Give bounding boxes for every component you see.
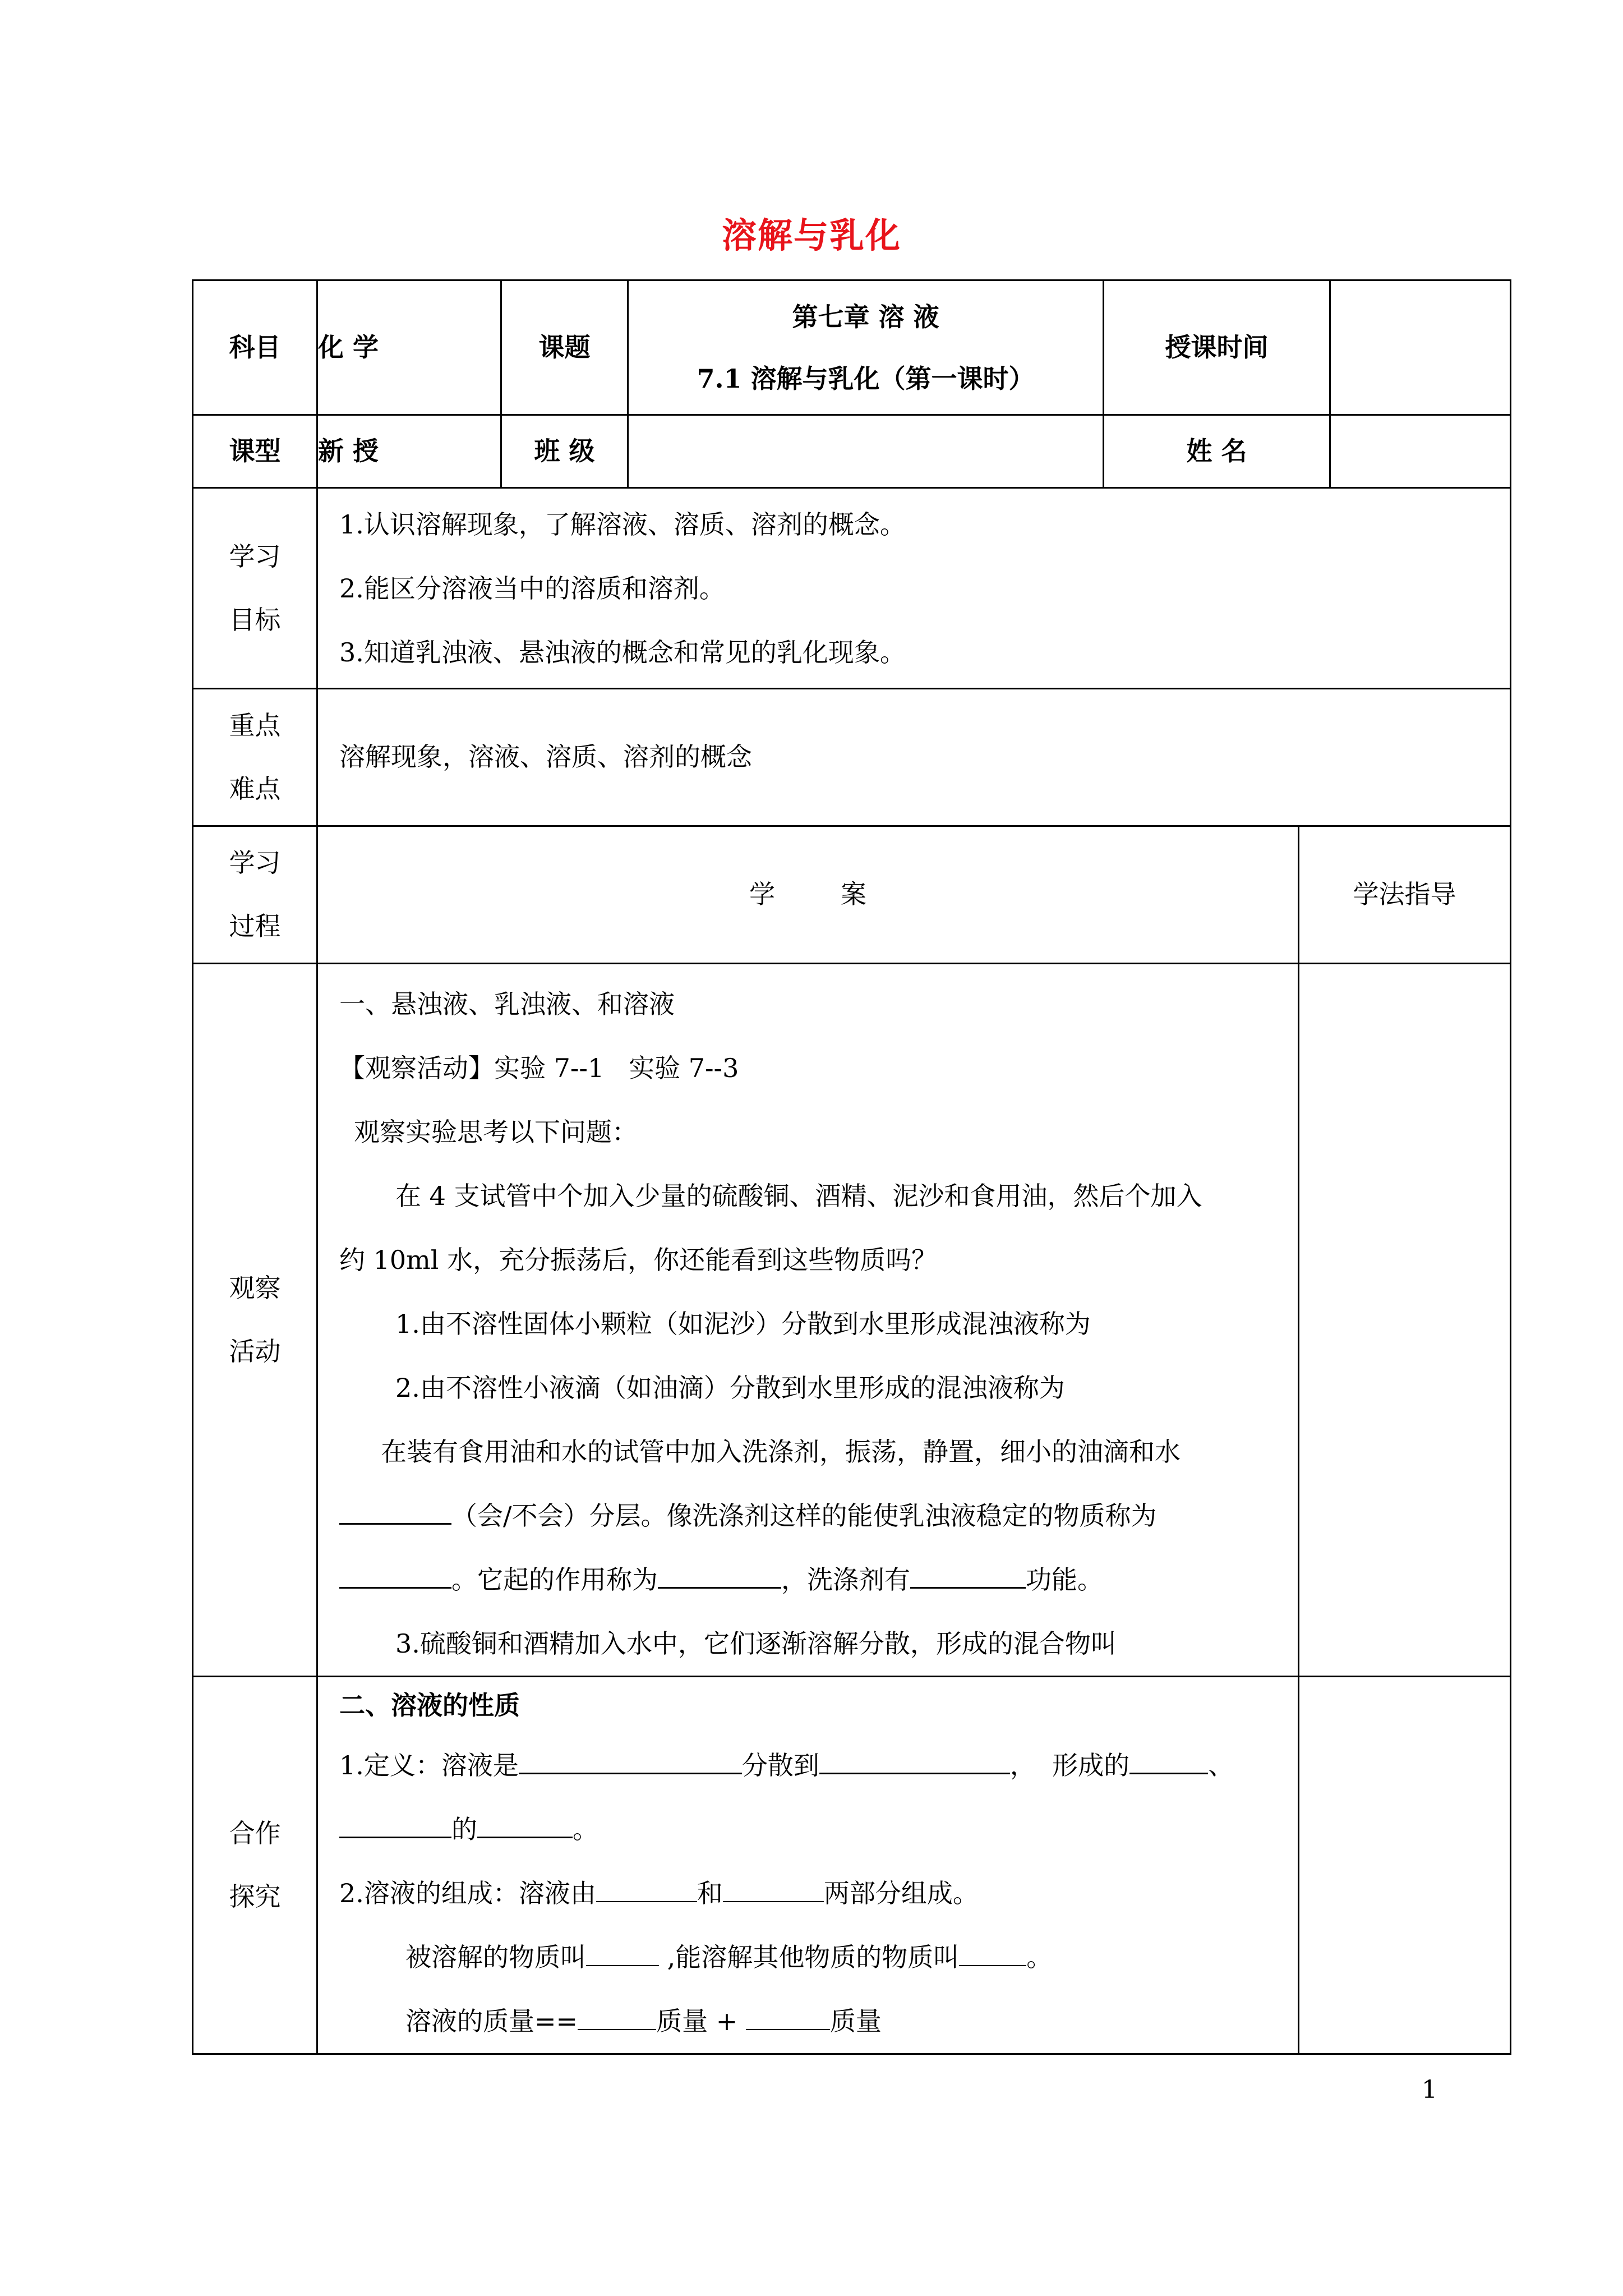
fill-blank[interactable] [519, 1747, 742, 1774]
fill-blank[interactable] [339, 1497, 451, 1525]
page-number: 1 [1422, 2076, 1437, 2104]
paragraph-line: 在装有食用油和水的试管中加入洗涤剂，振荡，静置，细小的油滴和水 [381, 1437, 1181, 1467]
class-label: 班 级 [501, 415, 628, 488]
observe-row [193, 964, 1511, 1677]
coop-guide-cell [1299, 1677, 1511, 2054]
coop-row [193, 1677, 1511, 2054]
guide-header: 学法指导 [1299, 826, 1511, 964]
observe-guide-cell [1299, 964, 1511, 1677]
paragraph-line: 约 10ml 水，充分振荡后，你还能看到这些物质吗？ [339, 1245, 938, 1275]
fill-blank[interactable] [1129, 1747, 1208, 1774]
goal-item: 1.认识溶解现象，了解溶液、溶质、溶剂的概念。 [339, 509, 906, 540]
fill-blank[interactable] [578, 2003, 656, 2030]
section-heading: 一、悬浊液、乳浊液、和溶液 [339, 989, 675, 1019]
observe-label: 观察 活动 [193, 964, 317, 1677]
topic-lesson: 7.1 溶解与乳化（第一课时） [697, 363, 1035, 394]
topic-chapter: 第七章 溶 液 [792, 301, 939, 332]
coop-label: 合作 探究 [193, 1677, 317, 2054]
goal-item: 2.能区分溶液当中的溶质和溶剂。 [339, 573, 725, 604]
header-row-1 [193, 280, 1511, 415]
subject-value: 化 学 [317, 280, 501, 415]
fill-blank[interactable] [910, 1561, 1026, 1589]
fill-blank[interactable] [586, 1939, 659, 1966]
key-content: 溶解现象，溶液、溶质、溶剂的概念 [317, 689, 1511, 826]
list-item: 3.硫酸铜和酒精加入水中，它们逐渐溶解分散，形成的混合物叫 [395, 1628, 1117, 1659]
fill-blank[interactable] [723, 1875, 824, 1902]
mass-line: 溶液的质量== 质量 + 质量 [339, 1989, 1287, 2053]
definition-line: 的 。 [339, 1797, 1287, 1861]
class-value [628, 415, 1104, 488]
fill-blank[interactable] [477, 1811, 573, 1838]
section-heading: 二、溶液的性质 [339, 1690, 520, 1720]
plan-header: 学 案 [317, 826, 1299, 964]
document-title: 溶解与乳化 [721, 215, 901, 256]
fill-blank[interactable] [596, 1875, 697, 1902]
fill-blank[interactable] [339, 1561, 451, 1589]
name-value [1330, 415, 1511, 488]
fill-blank[interactable] [658, 1561, 781, 1589]
process-row [193, 826, 1511, 964]
solute-line: 被溶解的物质叫 ,能溶解其他物质的物质叫 。 [339, 1925, 1287, 1989]
fill-blank[interactable] [746, 2003, 830, 2030]
goals-label: 学习 目标 [193, 488, 317, 689]
paragraph-line: 在 4 支试管中个加入少量的硫酸铜、酒精、泥沙和食用油，然后个加入 [395, 1181, 1202, 1211]
header-row-2 [193, 415, 1511, 488]
subject-label: 科目 [193, 280, 317, 415]
fill-blank[interactable] [339, 1811, 451, 1838]
goals-row [193, 488, 1511, 689]
coop-content [317, 1677, 1299, 2054]
observe-content [317, 964, 1299, 1677]
lesson-plan-table [192, 279, 1511, 2055]
goals-content [317, 488, 1511, 689]
time-label: 授课时间 [1104, 280, 1330, 415]
topic-label: 课题 [501, 280, 628, 415]
topic-value [628, 280, 1104, 415]
paragraph-line: 。它起的作用称为 ，洗涤剂有 功能。 [339, 1548, 1287, 1612]
composition-line: 2.溶液的组成：溶液由 和 两部分组成。 [339, 1861, 1287, 1925]
paragraph-line: （会/不会）分层。像洗涤剂这样的能使乳浊液稳定的物质称为 [339, 1484, 1287, 1548]
list-item: 1.由不溶性固体小颗粒（如泥沙）分散到水里形成混浊液称为 [395, 1309, 1091, 1339]
definition-line: 1.定义：溶液是 分散到 ， 形成的 、 [339, 1733, 1287, 1797]
list-item: 2.由不溶性小液滴（如油滴）分散到水里形成的混浊液称为 [395, 1373, 1065, 1403]
name-label: 姓 名 [1104, 415, 1330, 488]
time-value [1330, 280, 1511, 415]
type-value: 新 授 [317, 415, 501, 488]
question-line: 观察实验思考以下问题： [354, 1117, 638, 1147]
key-row [193, 689, 1511, 826]
fill-blank[interactable] [959, 1939, 1026, 1966]
activity-line: 【观察活动】实验 7--1 实验 7--3 [339, 1053, 739, 1083]
fill-blank[interactable] [819, 1747, 1010, 1774]
type-label: 课型 [193, 415, 317, 488]
goal-item: 3.知道乳浊液、悬浊液的概念和常见的乳化现象。 [339, 637, 906, 668]
process-label: 学习 过程 [193, 826, 317, 964]
key-label: 重点 难点 [193, 689, 317, 826]
